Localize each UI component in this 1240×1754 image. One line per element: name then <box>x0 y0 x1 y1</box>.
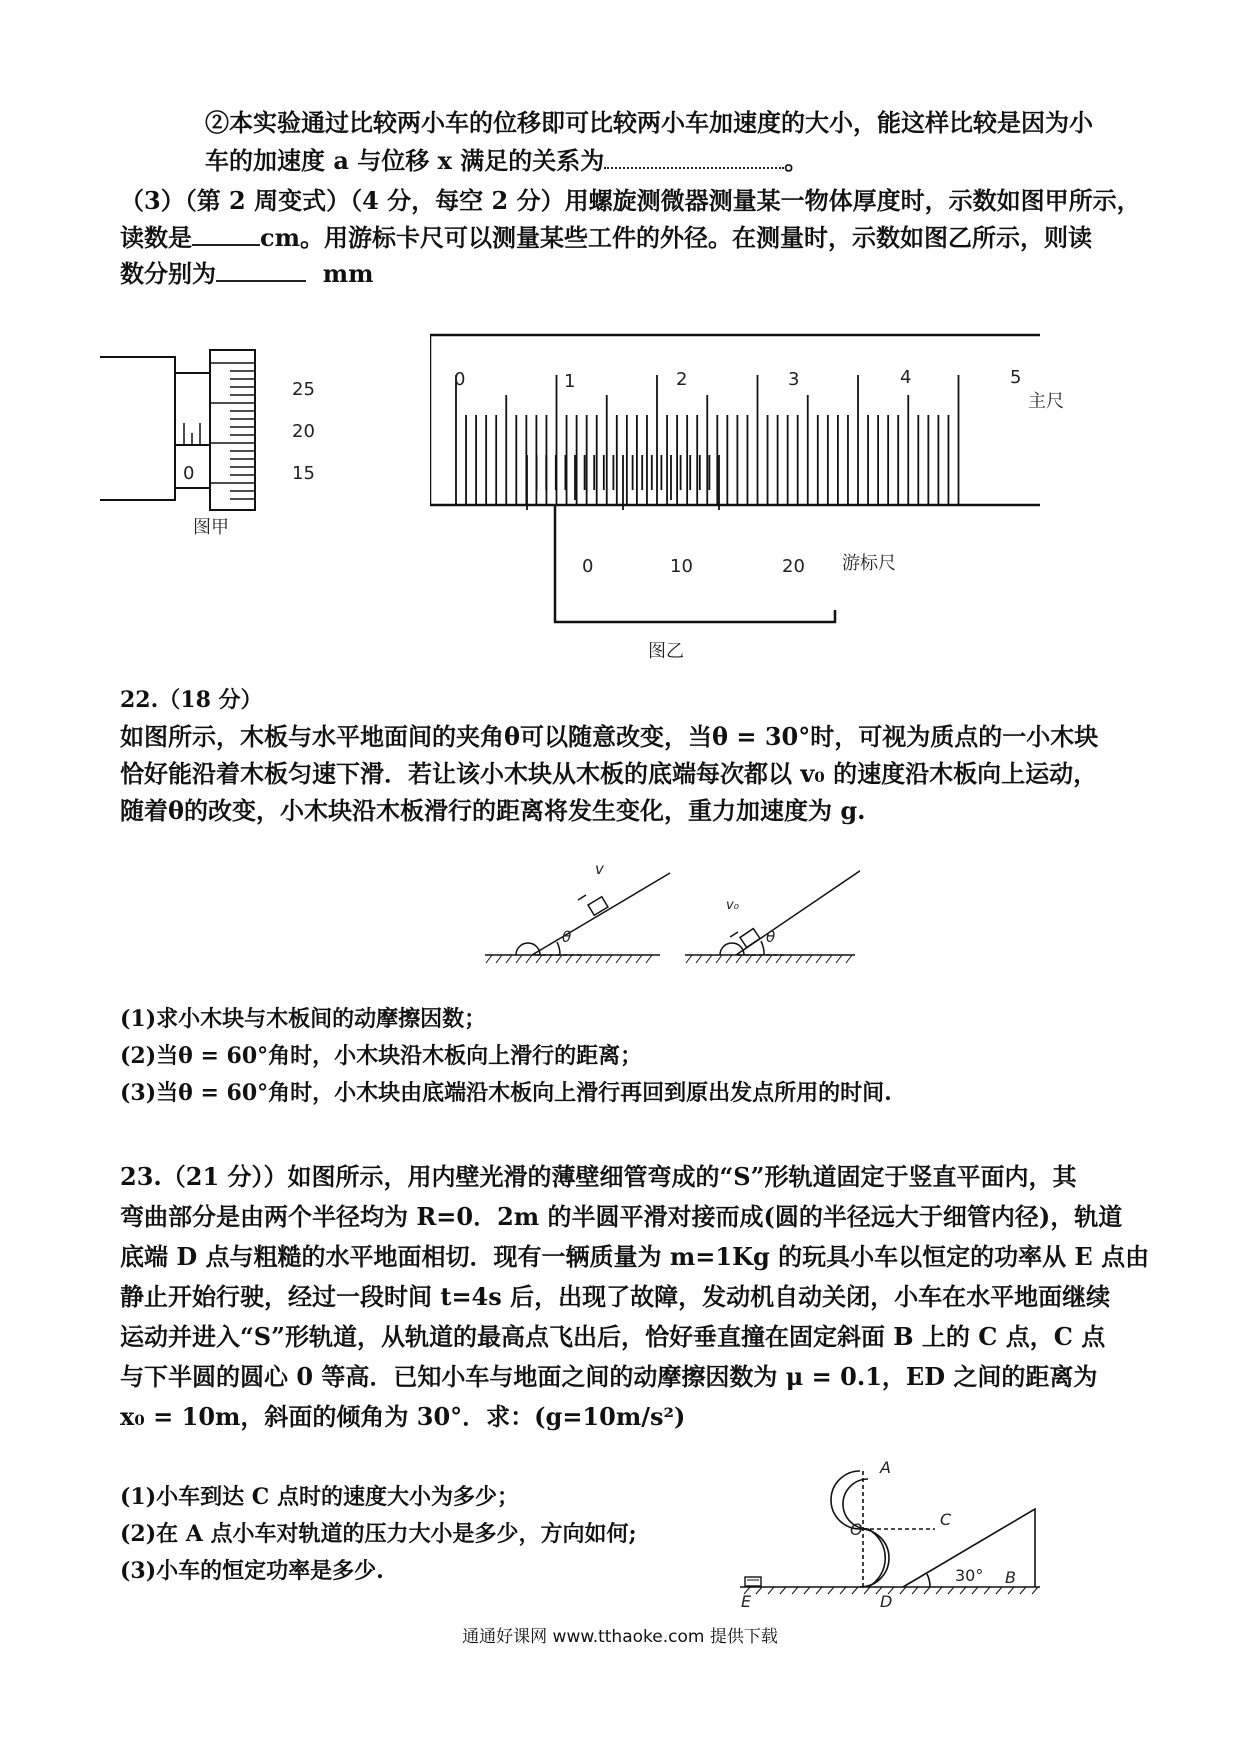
thimble-mark-15: 15 <box>292 463 315 484</box>
point-D: D <box>880 1592 893 1611</box>
point-A: A <box>880 1458 891 1477</box>
q22-paragraph-2: 恰好能沿着木板匀速下滑．若让该小木块从木板的底端每次都以 v₀ 的速度沿木板向上运动， <box>120 759 1098 788</box>
thimble-mark-25: 25 <box>292 379 315 400</box>
q22-sub-1: (1)求小木块与木板间的动摩擦因数； <box>120 1006 487 1032</box>
angle-label-left: θ <box>562 928 572 946</box>
vernier-caliper-figure <box>430 330 1050 630</box>
q22-sub-3: (3)当θ = 60°角时，小木块由底端沿木板向上滑行再回到原出发点所用的时间. <box>120 1080 892 1106</box>
page-footer: 通通好课网 www.tthaoke.com 提供下载 <box>462 1627 778 1647</box>
velocity-label-v: v <box>595 860 604 878</box>
q23-line-7: x₀ = 10m，斜面的倾角为 30°．求：(g=10m/s²) <box>120 1402 686 1431</box>
q23-line-2: 弯曲部分是由两个半径均为 R=0．2m 的半圆平滑对接而成(圆的半径远大于细管内径)，轨道 <box>120 1202 1123 1231</box>
part3-line2-b: cm。用游标卡尺可以测量某些工件的外径。在测量时，示数如图乙所示，则读 <box>260 223 1093 252</box>
q23-line-1: 23.（21 分））如图所示，用内壁光滑的薄壁细管弯成的“S”形轨道固定于竖直平面内，其 <box>120 1162 1077 1191</box>
part3-line1: （3）（第 2 周变式）（4 分，每空 2 分）用螺旋测微器测量某一物体厚度时，示数如图甲所示， <box>120 186 1141 215</box>
part3-line3 <box>120 258 374 289</box>
velocity-label-v0: v₀ <box>726 898 739 913</box>
point-E: E <box>741 1592 752 1611</box>
main-scale-number-4: 4 <box>900 367 912 388</box>
q22-title: 22.（18 分） <box>120 687 263 713</box>
angle-label-right: θ <box>766 928 776 946</box>
q23-line-3: 底端 D 点与粗糙的水平地面相切．现有一辆质量为 m=1Kg 的玩具小车以恒定的功率从 E 点由 <box>120 1242 1150 1271</box>
q23-sub-2: (2)在 A 点小车对轨道的压力大小是多少，方向如何; <box>120 1521 637 1547</box>
point-O: O <box>850 1520 863 1539</box>
q22-sub-2: (2)当θ = 60°角时，小木块沿木板向上滑行的距离； <box>120 1043 643 1069</box>
q23-sub-1: (1)小车到达 C 点时的速度大小为多少； <box>120 1484 519 1510</box>
main-scale-label: 主尺 <box>1028 391 1064 412</box>
main-scale-number-2: 2 <box>676 369 688 390</box>
main-scale-number-3: 3 <box>788 369 800 390</box>
micrometer-frame <box>100 357 175 500</box>
part2-line2-text: 车的加速度 a 与位移 x 满足的关系为 <box>205 146 605 175</box>
main-scale-number-1: 1 <box>564 371 576 392</box>
vernier-scale-label: 游标尺 <box>842 553 896 574</box>
vernier-number-0: 0 <box>582 556 594 577</box>
q22-paragraph-3: 随着θ的改变，小木块沿木板滑行的距离将发生变化，重力加速度为 g. <box>120 796 866 825</box>
part3-line3-b: mm <box>322 259 374 288</box>
vernier-number-10: 10 <box>670 556 693 577</box>
incline-angle-label: 30° <box>955 1566 984 1585</box>
q23-line-4: 静止开始行驶，经过一段时间 t=4s 后，出现了故障，发动机自动关闭，小车在水平地面继续 <box>120 1282 1111 1311</box>
q23-line-6: 与下半圆的圆心 0 等高．已知小车与地面之间的动摩擦因数为 μ = 0.1，ED 之间的距离为 <box>120 1362 1098 1391</box>
q23-sub-3: (3)小车的恒定功率是多少. <box>120 1558 384 1584</box>
main-scale-ticks <box>456 375 959 505</box>
point-B: B <box>1005 1568 1016 1587</box>
micrometer-main-ticks <box>184 363 255 499</box>
q22-paragraph-1: 如图所示，木板与水平地面间的夹角θ可以随意改变，当θ = 30°时，可视为质点的一小木块 <box>120 722 1099 751</box>
part3-line2-a: 读数是 <box>120 223 192 252</box>
vernier-number-20: 20 <box>782 556 805 577</box>
point-C: C <box>940 1510 952 1529</box>
answer-blank-thickness[interactable] <box>192 222 260 246</box>
s-track-figure <box>735 1455 1045 1615</box>
part2-line1: ②本实验通过比较两小车的位移即可比较两小车加速度的大小，能这样比较是因为小 <box>205 108 1093 137</box>
figure-yi-caption: 图乙 <box>648 641 684 662</box>
micrometer-thimble <box>210 350 255 510</box>
q23-line-5: 运动并进入“S”形轨道，从轨道的最高点飞出后，恰好垂直撞在固定斜面 B 上的 C 点，C 点 <box>120 1322 1106 1351</box>
sleeve-zero-label: 0 <box>183 463 195 484</box>
part3-line2 <box>120 222 1092 253</box>
answer-blank-relation[interactable] <box>604 145 784 169</box>
part2-line2-end: 。 <box>784 146 809 175</box>
part2-line2 <box>205 145 808 176</box>
main-scale-number-5: 5 <box>1010 367 1022 388</box>
answer-blank-diameter[interactable] <box>216 258 306 282</box>
part3-line3-a: 数分别为 <box>120 259 216 288</box>
figure-jia-caption: 图甲 <box>193 517 229 538</box>
main-scale-number-0: 0 <box>454 369 466 390</box>
thimble-mark-20: 20 <box>292 421 315 442</box>
incline-figures <box>480 848 860 968</box>
